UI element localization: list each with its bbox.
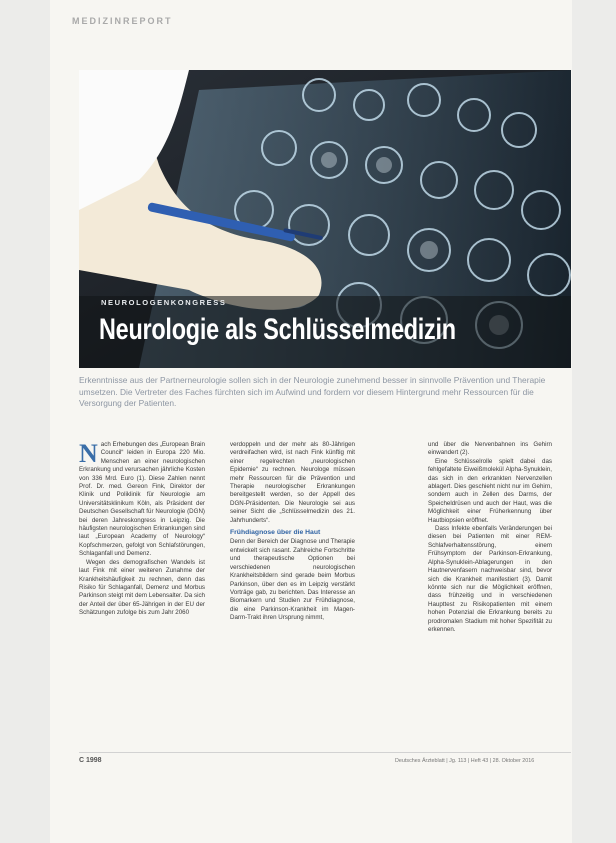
paragraph: Wegen des demografischen Wandels ist laut Fink mit einer weiteren Zunahme der Krankheitshäufigkeit zu rechnen, denn das Risiko für Schlaganfall, Demenz und Morbus Parkinson steigt mit dem Lebensalter. Da sich der Anteil der über 65-Jährigen in der EU der Schätzungen zufolge bis zum Jahr 2060 — [79, 558, 205, 617]
footer-divider — [79, 752, 571, 753]
page-number: C 1998 — [79, 757, 102, 764]
article-column-1 — [79, 441, 205, 618]
article-column-3 — [428, 441, 552, 634]
article-kicker: NEUROLOGENKONGRESS — [101, 298, 227, 307]
drop-cap: N — [79, 439, 98, 468]
paragraph: ach Erhebungen des „European Brain Council“ leiden in Europa 220 Mio. Menschen an einer neurologischen Erkrankung und verursachen jährliche Kosten von 336 Mrd. Euro (1). Diese Zahlen nennt Prof. Dr. med. Gereon Fink, Direktor der Klinik und Poliklinik für Neurologie am Universitätsklinikum Köln, als Präsident der Deutschen Gesellschaft für Neurologie (DGN) bei deren Jahreskongress in Leipzig. Die häufigsten neurologischen Erkrankungen sind laut „European Academy of Neurology“ Kopfschmerzen, gefolgt von Schlafstörungen, Schlaganfall und Demenz. — [79, 441, 205, 558]
section-label: MEDIZINREPORT — [72, 16, 173, 26]
article-headline: Neurologie als Schlüsselmedizin — [99, 313, 456, 346]
journal-citation: Deutsches Ärzteblatt | Jg. 113 | Heft 43 | 28. Oktober 2016 — [395, 758, 535, 764]
article-column-2 — [230, 441, 355, 623]
paragraph: verdoppeln und der mehr als 80-Jährigen verdreifachen wird, ist nach Fink künftig mit einer regelrechten „neurologischen Epidemie“ zu rechnen. Neurologe müssen mehr Ressourcen für die Prävention und Therapie neurologischer Erkrankungen bereitgestellt werden, so der Appell des DGN-Präsidenten. Die Neurologie sei aus seiner Sicht die „Schlüsselmedizin des 21. Jahrhunderts“. — [230, 441, 355, 524]
article-lead: Erkenntnisse aus der Partnerneurologie sollen sich in der Neurologie zunehmend besser in sinnvolle Prävention und Therapie umsetzen. Die Vertreter des Faches fürchten sich im Aufwind und fordern vor diesem Hintergrund mehr Ressourcen für die Versorgung der Patienten. — [79, 375, 546, 408]
paragraph: Eine Schlüsselrolle spielt dabei das fehlgefaltete Eiweißmolekül Alpha-Synuklein, das sich in den erkrankten Nervenzellen ablagert. Dies geschieht nicht nur im Gehirn, sondern auch in Zellen des Darms, der Speicheldrüsen und auch der Haut, was die Möglichkeit einer Früherkennung über Hautbiopsien eröffnet. — [428, 457, 552, 524]
paragraph: Dass Infekte ebenfalls Veränderungen bei diesen bei Patienten mit einer REM-Schlafverhaltensstörung, einem Frühsymptom der Parkinson-Erkrankung, Alpha-Synuklein-Ablagerungen in den Hautnervenfasern nachweisbar sind, bevor sich die Krankheit manifestiert (3). Damit könnte sich nur die Möglichkeit eröffnen, dass frühzeitig und in verschiedenen Haupttest zu Risikopatienten mit einem hohen Potenzial die Erkrankung bereits zu prodromalen Stadium mit hoher Spezifität zu erkennen. — [428, 525, 552, 633]
paragraph: Denn der Bereich der Diagnose und Therapie entwickelt sich rasant. Zahlreiche Fortschritte und therapeutische Optionen bei verschiedenen neurologischen Krankheitsbildern sind gerade beim Morbus Parkinson, über den es im Leipzig verstärkt Vorträge gab, zu berichten. Das Interesse an Biomarkern und Studien zur Frühdiagnose, die eine Parkinson-Krankheit im Magen-Darm-Trakt ihren Ursprung nimmt, — [230, 538, 355, 622]
section-subheading: Frühdiagnose über die Haut — [230, 529, 321, 537]
paragraph: und über die Nervenbahnen ins Gehirn einwandert (2). — [428, 441, 552, 457]
